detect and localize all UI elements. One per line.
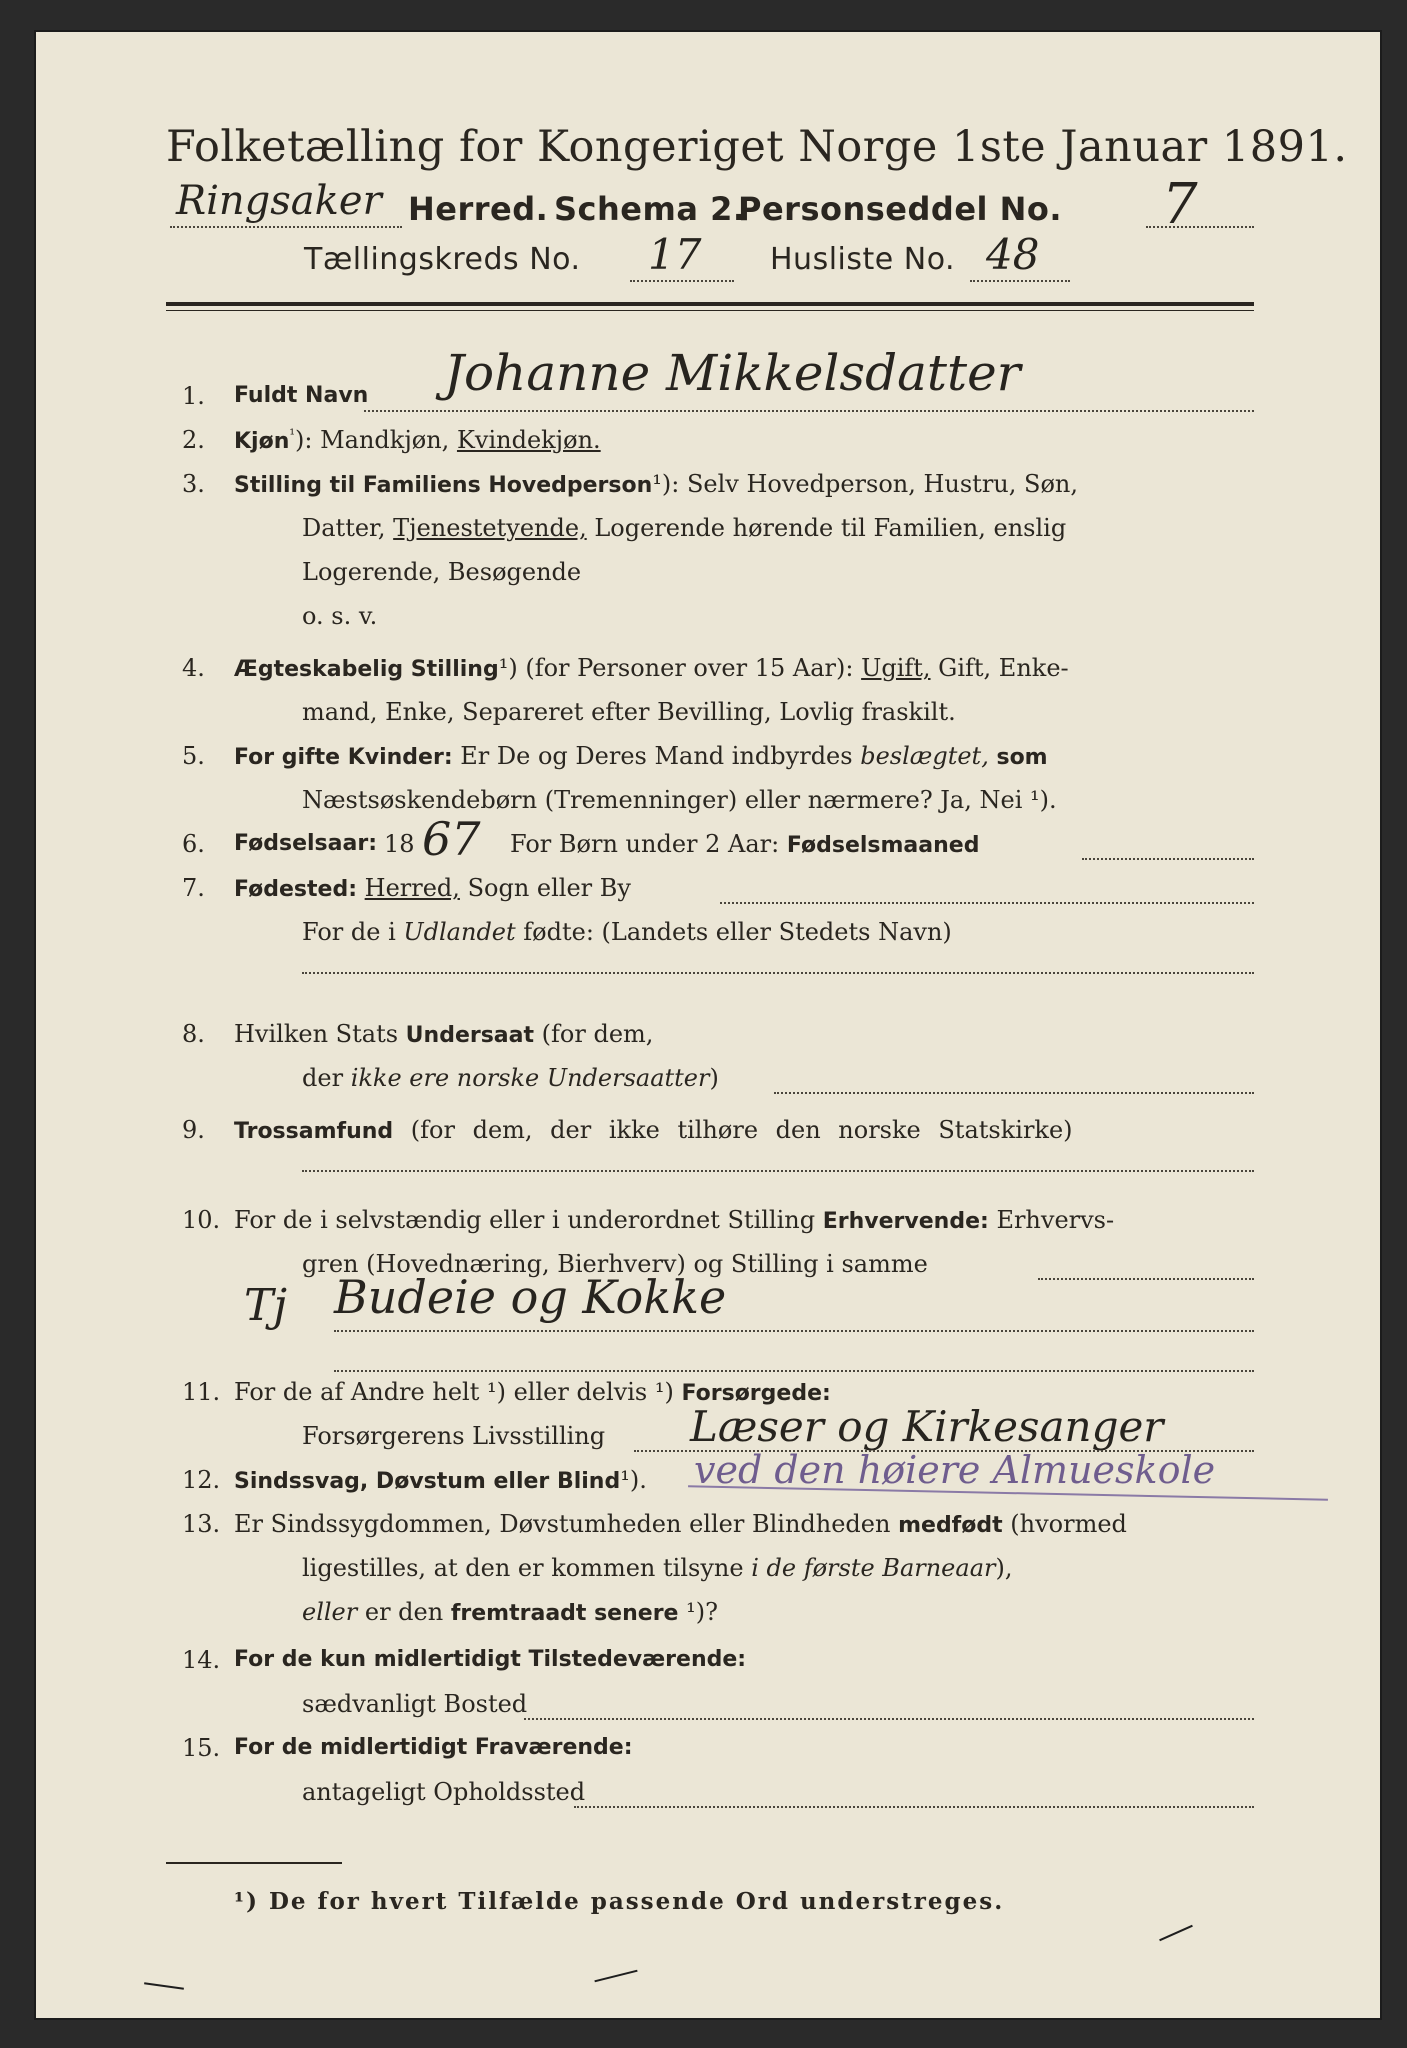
item-6-dotted-line (1082, 858, 1254, 860)
item-6-number: 6. (182, 830, 205, 858)
occupation-handwritten: Budeie og Kokke (334, 1270, 727, 1324)
item-1-label: Fuldt Navn (234, 383, 369, 408)
item-7-rest: Sogn eller By (467, 874, 631, 902)
item-13-c1: er den (364, 1598, 444, 1626)
item-9-rest: (for dem, der ikke tilhøre den norske Statskirke) (410, 1116, 1073, 1144)
item-4-number: 4. (182, 654, 205, 682)
item-5-a: Er De og Deres Mand indbyrdes (460, 742, 853, 770)
item-13-number: 13. (182, 1510, 221, 1538)
item-8-line-b (302, 1064, 719, 1092)
item-9-answer-line (302, 1170, 1254, 1172)
item-5-a-bold: som (996, 745, 1048, 770)
item-3-number: 3. (182, 470, 205, 498)
item-6-rest (510, 830, 979, 858)
item-13-b-emphasis: i de første Barneaar (751, 1554, 996, 1582)
item-14-dotted-line (524, 1718, 1254, 1720)
item-8-dotted-line (774, 1092, 1254, 1094)
item-7-b-emphasis: Udlandet (403, 918, 516, 946)
item-4-line-b: mand, Enke, Separeret efter Bevilling, Lovlig fraskilt. (302, 698, 956, 726)
item-15-dotted-line (574, 1806, 1254, 1808)
item-6-bold: Fødselsmaaned (786, 833, 980, 858)
provider-occupation-handwritten: Læser og Kirkesanger (690, 1402, 1164, 1451)
item-13-c-emphasis: eller (302, 1598, 358, 1626)
item-2-rest: ): Mandkjøn, (295, 426, 450, 454)
form-title: Folketælling for Kongeriget Norge 1ste Januar 1891. (166, 122, 1348, 172)
item-4-a: ¹) (for Personer over 15 Aar): (498, 654, 854, 682)
item-11-a1: For de af Andre helt ¹) eller delvis ¹) (234, 1378, 674, 1406)
item-7-b1: For de i (302, 918, 396, 946)
item-12-label: Sindssvag, Døvstum eller Blind (234, 1469, 621, 1494)
personseddel-label: Personseddel No. (738, 190, 1063, 228)
item-5-label: For gifte Kvinder: (234, 745, 453, 770)
item-14-line-b: sædvanligt Bosted (302, 1690, 528, 1718)
item-8-b1: der (302, 1064, 344, 1092)
item-5-number: 5. (182, 742, 205, 770)
item-10-answer-line-2 (334, 1370, 1254, 1372)
husliste-label: Husliste No. (770, 242, 956, 277)
item-5-a-emphasis: beslægtet, (860, 742, 989, 770)
item-11-line-b: Forsørgerens Livsstilling (302, 1422, 606, 1450)
item-4-line-a (234, 654, 1069, 682)
item-3-line-b (302, 514, 1066, 542)
item-6-century: 18 (384, 830, 415, 858)
item-7-answer-line (302, 972, 1254, 974)
item-3-line-d: o. s. v. (302, 602, 378, 630)
item-9-line (234, 1116, 1073, 1144)
item-7-number: 7. (182, 874, 205, 902)
occupation-prefix-handwritten: Tj (244, 1280, 287, 1331)
item-5-line-b: Næstsøskendebørn (Tremenninger) eller nærmere? Ja, Nei ¹). (302, 786, 1057, 814)
item-15-line-b: antageligt Opholdssted (302, 1778, 586, 1806)
item-14-number: 14. (182, 1646, 221, 1674)
scan-mark-left (144, 1982, 184, 1990)
item-3-option-tjenestetyende: Tjenestetyende, (393, 514, 587, 542)
item-11-a-bold: Forsørgede: (681, 1381, 831, 1406)
herred-label: Herred. (408, 190, 549, 228)
footnote-text: ¹) De for hvert Tilfælde passende Ord understreges. (234, 1888, 1005, 1915)
scan-mark-right (1159, 1925, 1193, 1941)
item-13-c-bold: fremtraadt senere (450, 1601, 679, 1626)
item-8-b2: ) (709, 1064, 719, 1092)
item-3-line-a (234, 470, 1078, 498)
item-3-a: ¹): Selv Hovedperson, Hustru, Søn, (652, 470, 1078, 498)
item-15-label: For de midlertidigt Fraværende: (234, 1735, 633, 1760)
item-10-number: 10. (182, 1206, 221, 1234)
item-2-label: Kjøn (234, 429, 290, 454)
item-2-number: 2. (182, 426, 205, 454)
full-name-handwritten: Johanne Mikkelsdatter (444, 344, 1021, 402)
herred-handwritten: Ringsaker (176, 178, 382, 224)
header-rule-thick (166, 302, 1254, 306)
scan-mark-center (594, 1970, 637, 1983)
item-13-line-b (302, 1554, 1012, 1582)
husliste-dotted-line (970, 280, 1070, 282)
item-12-note-handwritten: ved den høiere Almueskole (694, 1448, 1216, 1492)
item-8-a-bold: Undersaat (405, 1023, 535, 1048)
item-4-label: Ægteskabelig Stilling (234, 657, 499, 682)
personseddel-dotted-line (1146, 226, 1254, 228)
item-13-line-c (302, 1598, 718, 1626)
item-9-label: Trossamfund (234, 1119, 394, 1144)
item-4-a2: Gift, Enke- (938, 654, 1069, 682)
footnote-rule (166, 1862, 342, 1864)
item-9-number: 9. (182, 1116, 205, 1144)
item-10-answer-line-1 (334, 1330, 1254, 1332)
item-6-label: Fødselsaar: (234, 831, 377, 856)
item-2-option-kvindekjon: Kvindekjøn. (456, 426, 601, 454)
census-form-page (34, 30, 1382, 2020)
birth-year-handwritten: 67 (422, 812, 481, 866)
item-14-label: For de kun midlertidigt Tilstedeværende: (234, 1647, 747, 1672)
item-12-rest: ¹). (620, 1466, 647, 1494)
item-13-a1: Er Sindssygdommen, Døvstumheden eller Blindheden (234, 1510, 891, 1538)
item-10-a2: Erhvervs- (996, 1206, 1115, 1234)
item-7-line-b (302, 918, 952, 946)
item-13-a2: (hvormed (1010, 1510, 1127, 1538)
item-3-line-c: Logerende, Besøgende (302, 558, 582, 586)
item-13-b1: ligestilles, at den er kommen tilsyne (302, 1554, 744, 1582)
item-11-number: 11. (182, 1378, 221, 1406)
item-10-a-bold: Erhvervende: (822, 1209, 989, 1234)
item-8-line-a (234, 1020, 653, 1048)
item-13-b2: ), (995, 1554, 1013, 1582)
item-2-footnote-mark: ¹ (289, 427, 295, 443)
item-3-label: Stilling til Familiens Hovedperson (234, 473, 653, 498)
item-7-b2: fødte: (Landets eller Stedets Navn) (523, 918, 952, 946)
item-7-line-a (234, 874, 631, 902)
item-7-dotted-line (720, 902, 1254, 904)
item-8-b-emphasis: ikke ere norske Undersaatter (350, 1064, 710, 1092)
item-10-dotted-line (1038, 1278, 1254, 1280)
item-8-a2: (for dem, (541, 1020, 654, 1048)
item-6-rest-text: For Børn under 2 Aar: (510, 830, 780, 858)
item-5-line-a (234, 742, 1048, 770)
item-12-line (234, 1466, 647, 1494)
kreds-dotted-line (630, 280, 734, 282)
item-7-option-herred: Herred, (364, 874, 460, 902)
kreds-label: Tællingskreds No. (304, 242, 581, 277)
item-10-a1: For de i selvstændig eller i underordnet Stilling (234, 1206, 816, 1234)
item-13-c2: ¹)? (686, 1598, 718, 1626)
header-rule-thin (166, 310, 1254, 311)
item-4-option-ugift: Ugift, (861, 654, 931, 682)
husliste-number: 48 (986, 230, 1040, 279)
personseddel-number: 7 (1162, 172, 1198, 237)
item-8-number: 8. (182, 1020, 205, 1048)
item-3-b2: Logerende hørende til Familien, enslig (594, 514, 1067, 542)
schema-label: Schema 2. (554, 190, 746, 228)
item-1-number: 1. (182, 382, 205, 410)
item-13-a-bold: medfødt (898, 1513, 1003, 1538)
item-13-line-a (234, 1510, 1127, 1538)
item-10-line-a (234, 1206, 1114, 1234)
item-10-line-b: gren (Hovednæring, Bierhverv) og Stilling i samme (302, 1250, 928, 1278)
item-1-dotted-line (364, 410, 1254, 412)
kreds-number: 17 (648, 230, 702, 279)
item-3-b1: Datter, (302, 514, 386, 542)
item-12-number: 12. (182, 1466, 221, 1494)
item-2-text (234, 426, 601, 454)
item-15-number: 15. (182, 1734, 221, 1762)
herred-dotted-line (170, 226, 402, 228)
item-8-a1: Hvilken Stats (234, 1020, 399, 1048)
item-7-label: Fødested: (234, 877, 357, 902)
